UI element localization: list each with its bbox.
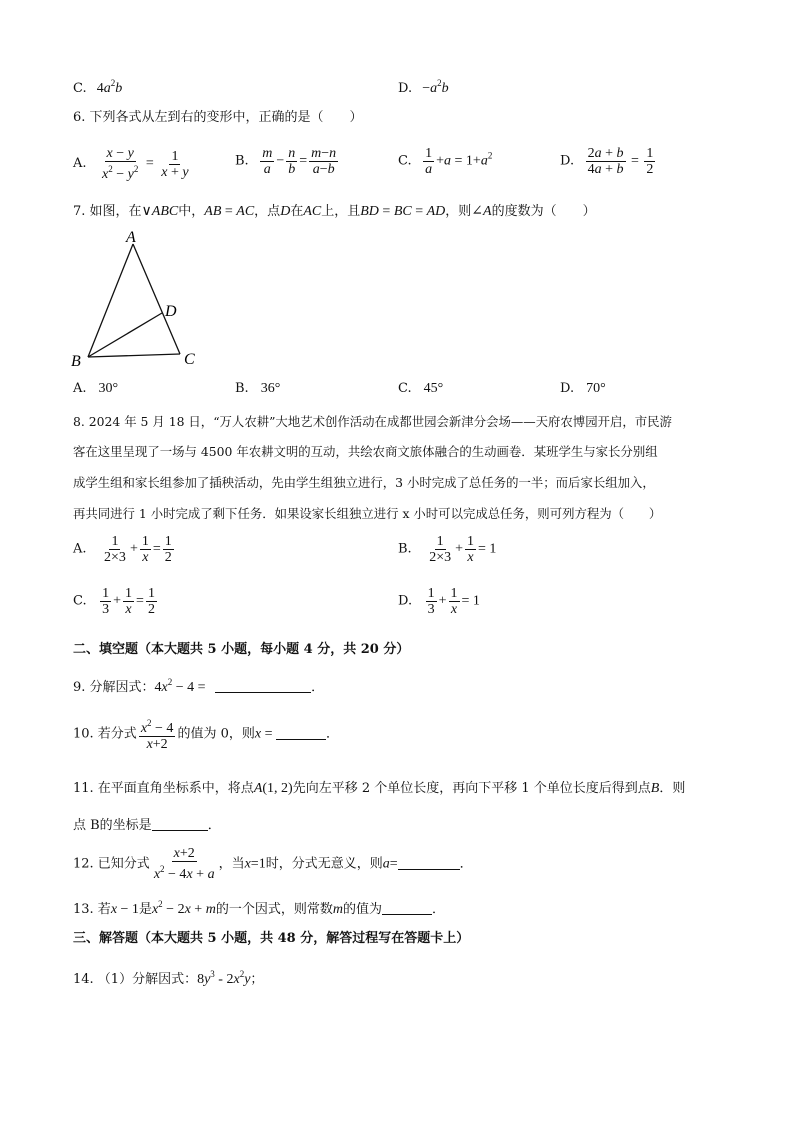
q7-option-a xyxy=(73,380,118,398)
q13-answer-blank xyxy=(382,900,432,915)
side-bc xyxy=(88,354,180,357)
q8-line-4: 再共同进行 1 小时完成了剩下任务．如果设家长组独立进行 x 小时可以完成总任务，则可列方程为（ ） xyxy=(73,506,662,521)
q11-answer-blank xyxy=(152,816,208,831)
q6-option-b: B. $\frac{m}{a}$ − $\frac{n}{b}$ = $\frac{m-n}{a-b}$ xyxy=(235,146,337,177)
q7-stem-mid2: ，点 xyxy=(254,204,281,219)
q5-c-coef: 4 xyxy=(96,81,104,96)
q7-stem-mid5: ，则 xyxy=(445,204,472,219)
q8-c-label: C. xyxy=(73,593,87,609)
side-ab xyxy=(88,244,133,357)
q12-mid1: ，当 xyxy=(218,856,245,872)
segment-bd xyxy=(88,313,162,357)
q7-a-value: 30° xyxy=(98,381,119,396)
q13-mid2: 的一个因式，则常数 xyxy=(215,902,333,917)
q10: 10. 若分式 $\frac{x^2 - 4}{x+2}$ 的值为 0，则x = ． xyxy=(73,718,339,752)
q12-suffix: ． xyxy=(459,856,473,872)
q7-option-d xyxy=(560,380,606,398)
q11-line-2 xyxy=(73,816,221,835)
q13-prefix: 13. 若 xyxy=(73,902,111,917)
q8-option-d: D. $\frac{1}{3}$ + $\frac{1}{x}$ = 1 xyxy=(398,586,480,617)
section-3-heading: 三、解答题（本大题共 5 小题，共 48 分，解答过程写在答题卡上） xyxy=(73,931,470,946)
q12-mid2: 时，分式无意义，则 xyxy=(265,856,383,872)
section-2-heading: 二、填空题（本大题共 5 小题，每小题 4 分，共 20 分） xyxy=(73,642,410,657)
q12: 12. 已知分式 $\frac{x+2}{x^2 - 4x + a}$ ，当x=1时，分式无意义，则a= ． xyxy=(73,846,473,882)
q8-option-b: B. $\frac{1}{2\times 3}$ + $\frac{1}{x}$ = 1 xyxy=(398,534,497,565)
q7-d-value: 70° xyxy=(586,381,606,396)
q6-d-label: D. xyxy=(560,153,575,169)
q9: 9. 分解因式：$4x^2 - 4$ = ． xyxy=(73,677,325,695)
vertex-label-c: C xyxy=(184,351,195,368)
q7-stem-mid1: 中， xyxy=(178,204,205,219)
q8-a-label: A. xyxy=(73,541,87,557)
q7-c-value: 45° xyxy=(423,381,444,396)
q13-mid1: 是 xyxy=(138,902,152,917)
q7-stem: 7. 如图，在∨ABC中，AB = AC，点D在AC上，且BD = BC = AD，则∠A的度数为（ ） xyxy=(73,204,596,219)
q12-prefix: 12. 已知分式 xyxy=(73,856,150,872)
q5-option-d-label: D. xyxy=(398,81,413,96)
q6-c-label: C. xyxy=(398,153,412,169)
q5-option-c-label: C. xyxy=(73,81,87,96)
q8-line-2: 客在这里呈现了一场与 4500 年农耕文明的互动，共绘农商文旅体融合的生动画卷．某班学生与家长分别组 xyxy=(73,444,658,459)
q6-option-a: A. $\frac{x - y}{x^2 - y^2}$ = $\frac{1}{x + y}$ xyxy=(73,146,189,182)
q8-b-label: B. xyxy=(398,541,412,557)
side-ac xyxy=(133,244,180,354)
q10-prefix: 10. 若分式 xyxy=(73,726,137,742)
q11-line-2-end: ． xyxy=(207,818,221,833)
q7-c-label: C. xyxy=(398,381,412,396)
q11-line-1: 11. 在平面直角坐标系中，将点A(1, 2)先向左平移 2 个单位长度，再向下平移 1 个单位长度后得到点B．则 xyxy=(73,781,686,796)
q8-line-3: 成学生组和家长组参加了插秧活动，先由学生组独立进行，3 小时完成了总任务的一半；而后家长组加入， xyxy=(73,475,655,490)
q7-triangle-figure xyxy=(66,226,206,370)
q9-prefix: 9. 分解因式： xyxy=(73,680,155,695)
q7-b-label: B. xyxy=(235,381,249,396)
q8-option-a: A. $\frac{1}{2\times 3}$ + $\frac{1}{x}$ = $\frac{1}{2}$ xyxy=(73,534,172,565)
q11-prefix: 11. 在平面直角坐标系中，将点 xyxy=(73,781,254,796)
vertex-label-d: D xyxy=(165,303,177,320)
q13-mid3: 的值为 xyxy=(342,902,382,917)
q14: 14. （1）分解因式：$8y^3 - 2x^2y$； xyxy=(73,969,264,987)
q12-answer-blank xyxy=(398,855,460,870)
q10-suffix: ． xyxy=(325,726,339,742)
q9-answer-blank xyxy=(215,678,311,693)
q11-end: ．则 xyxy=(659,781,686,796)
q13-suffix: ． xyxy=(431,902,445,917)
q7-stem-mid3: 在 xyxy=(290,204,304,219)
q14-suffix: ； xyxy=(250,972,264,987)
q5-option-d xyxy=(398,74,449,98)
vertex-label-b: B xyxy=(71,353,81,370)
q8-option-c: C. $\frac{1}{3}$ + $\frac{1}{x}$ = $\frac{1}{2}$ xyxy=(73,586,155,617)
q11-mid: 先向左平移 2 个单位长度，再向下平移 1 个单位长度后得到点 xyxy=(292,781,651,796)
q8-d-label: D. xyxy=(398,593,413,609)
q6-b-label: B. xyxy=(235,153,249,169)
q6-option-c: C. $\frac{1}{a}$ $+a = 1+a^2$ xyxy=(398,146,493,177)
q9-suffix: ． xyxy=(311,680,325,695)
q7-stem-mid4: 上，且 xyxy=(321,204,361,219)
vertex-label-a: A xyxy=(126,229,136,246)
q14-prefix: 14. （1）分解因式： xyxy=(73,972,198,987)
q7-b-value: 36° xyxy=(260,381,281,396)
q7-stem-suffix: 的度数为（ ） xyxy=(491,204,596,219)
q10-mid: 的值为 0，则 xyxy=(177,726,255,742)
q5-option-d-math: $-a^2b$ xyxy=(422,78,449,96)
q6-option-d: D. $\frac{2a + b}{4a + b}$ = $\frac{1}{2}$ xyxy=(560,146,654,177)
q7-stem-prefix: 7. 如图，在 xyxy=(73,204,142,219)
q6-stem: 6. 下列各式从左到右的变形中，正确的是（ ） xyxy=(73,110,363,125)
q7-option-b xyxy=(235,380,280,398)
q7-d-label: D. xyxy=(560,381,575,396)
q13: 13. 若x − 1是$x^2 - 2x + m$的一个因式，则常数m的值为 ． xyxy=(73,899,445,917)
q5-option-c xyxy=(73,74,122,98)
q7-option-c xyxy=(398,380,443,398)
q6-a-label: A. xyxy=(73,156,87,172)
q7-a-label: A. xyxy=(73,381,87,396)
q8-line-1: 8. 2024 年 5 月 18 日，“万人农耕”大地艺术创作活动在成都世园会新津分会场——天府农博园开启，市民游 xyxy=(73,414,672,429)
q5-option-c-math: $4a^2b$ xyxy=(96,78,123,96)
q10-answer-blank xyxy=(276,725,326,740)
q11-line-2-text: 点 B的坐标是 xyxy=(73,818,152,833)
